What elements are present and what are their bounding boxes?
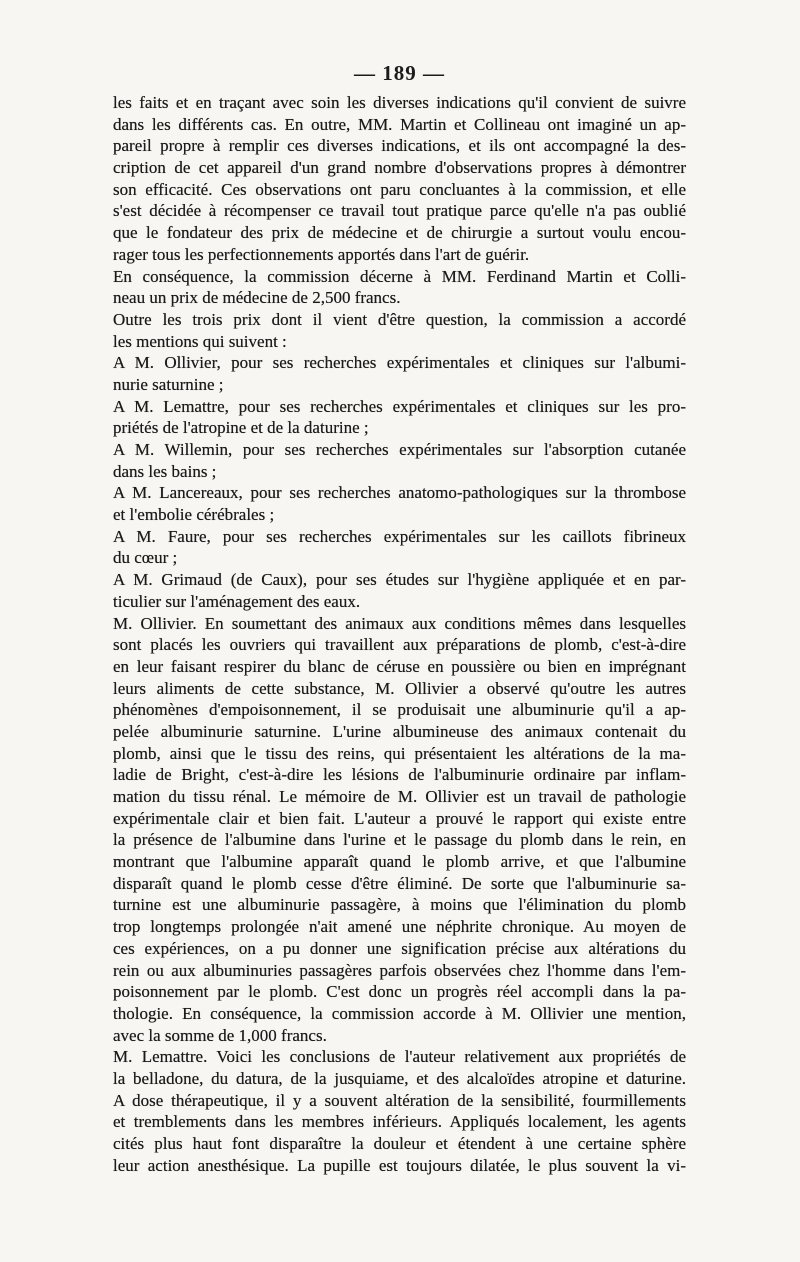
text-line: la présence de l'albumine dans l'urine et le passage du plomb dans le rein, en [113,830,686,850]
text-line: ces expériences, on a pu donner une signification précise aux altérations du [113,938,686,958]
text-line: A M. Lancereaux, pour ses recherches anatomo-pathologiques sur la thrombose [113,483,686,503]
text-line: et l'embolie cérébrales ; [113,505,275,525]
text-line: M. Lemattre. Voici les conclusions de l'auteur relativement aux propriétés de [113,1047,686,1067]
text-line: leur action anesthésique. La pupille est toujours dilatée, le plus souvent la vi- [113,1155,686,1175]
text-line: s'est décidée à récompenser ce travail tout pratique parce qu'elle n'a pas oublié [113,201,686,221]
text-line: dans les bains ; [113,461,217,481]
text-line: A M. Ollivier, pour ses recherches expérimentales et cliniques sur l'albumi- [113,353,686,373]
text-line: leurs aliments de cette substance, M. Ollivier a observé qu'outre les autres [113,678,686,698]
text-line: A M. Lemattre, pour ses recherches expérimentales et cliniques sur les pro- [113,396,686,416]
text-line: son efficacité. Ces observations ont paru concluantes à la commission, et elle [113,179,686,199]
text-line: plomb, ainsi que le tissu des reins, qui présentaient les altérations de la ma- [113,743,686,763]
document-page [113,58,686,1176]
text-line: ticulier sur l'aménagement des eaux. [113,591,361,611]
text-line: cription de cet appareil d'un grand nombre d'observations propres à démontrer [113,158,686,178]
text-line: A M. Willemin, pour ses recherches expérimentales sur l'absorption cutanée [113,440,686,459]
text-line: priétés de l'atropine et de la daturine ; [113,418,369,438]
text-line: Outre les trois prix dont il vient d'être question, la commission a accordé [113,309,686,329]
text-line: A M. Faure, pour ses recherches expérimentales sur les caillots fibrineux [113,526,686,546]
text-line: la belladone, du datura, de la jusquiame, et des alcaloïdes atropine et daturine. [113,1068,686,1088]
text-line: poisonnement par le plomb. C'est donc un progrès réel accompli dans la pa- [113,982,686,1002]
text-line: dans les différents cas. En outre, MM. Martin et Collineau ont imaginé un ap- [113,114,686,134]
text-line: montrant que l'albumine apparaît quand le plomb arrive, et que l'albumine [113,852,686,872]
text-line: du cœur ; [113,548,178,568]
text-line: thologie. En conséquence, la commission accorde à M. Ollivier une mention, [113,1003,686,1023]
text-line: expérimentale clair et bien fait. L'auteur a prouvé le rapport qui existe entre [113,808,686,828]
text-line: M. Ollivier. En soumettant des animaux aux conditions mêmes dans lesquelles [113,613,686,633]
text-line: nurie saturnine ; [113,374,224,394]
text-line: A dose thérapeutique, il y a souvent altération de la sensibilité, fourmillements [113,1090,686,1110]
text-line: neau un prix de médecine de 2,500 francs. [113,288,401,308]
text-line: cités plus haut font disparaître la douleur et étendent à une certaine sphère [113,1134,686,1153]
text-line: les mentions qui suivent : [113,331,287,351]
text-line: en leur faisant respirer du blanc de céruse en poussière ou bien en imprégnant [113,656,686,676]
text-line: A M. Grimaud (de Caux), pour ses études sur l'hygiène appliquée et en par- [113,570,686,590]
text-line: rein ou aux albuminuries passagères parfois observées chez l'homme dans l'em- [113,960,686,980]
text-line: disparaît quand le plomb cesse d'être éliminé. De sorte que l'albuminurie sa- [113,873,686,893]
text-line: trop longtemps prolongée n'ait amené une néphrite chronique. Au moyen de [113,917,686,937]
body-text [113,92,686,1176]
text-line: mation du tissu rénal. Le mémoire de M. Ollivier est un travail de pathologie [113,787,686,806]
text-line: sont placés les ouvriers qui travaillent aux préparations de plomb, c'est-à-dire [113,635,686,655]
text-line: phénomènes d'empoisonnement, il se produisait une albuminurie qu'il a ap- [113,700,686,720]
text-line: les faits et en traçant avec soin les diverses indications qu'il convient de suivre [113,93,686,112]
text-line: pareil propre à remplir ces diverses indications, et ils ont accompagné la des- [113,136,686,156]
text-line: et tremblements dans les membres inférieurs. Appliqués localement, les agents [113,1112,686,1132]
text-line: ladie de Bright, c'est-à-dire les lésions de l'albuminurie ordinaire par inflam- [113,765,686,785]
text-line: que le fondateur des prix de médecine et de chirurgie a surtout voulu encou- [113,223,686,243]
text-line: En conséquence, la commission décerne à MM. Ferdinand Martin et Colli- [113,266,686,286]
text-line: avec la somme de 1,000 francs. [113,1025,327,1045]
text-line: pelée albuminurie saturnine. L'urine albumineuse des animaux contenait du [113,721,686,741]
text-line: turnine est une albuminurie passagère, à moins que l'élimination du plomb [113,895,686,915]
text-line: rager tous les perfectionnements apportés dans l'art de guérir. [113,244,530,264]
page-number: — 189 — [354,61,445,85]
